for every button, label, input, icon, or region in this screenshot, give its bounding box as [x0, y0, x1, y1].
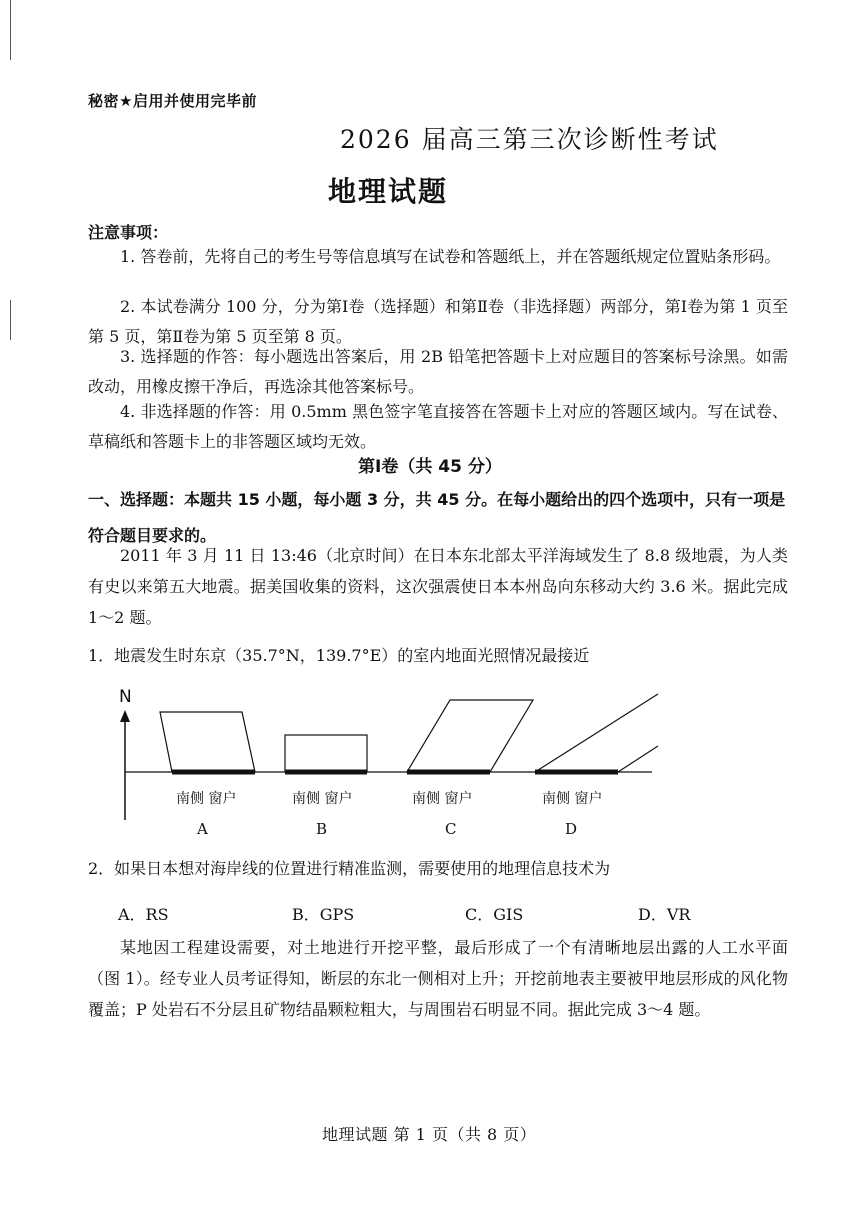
light-ray-d-left	[535, 694, 658, 772]
panel-c-caption: 南侧 窗户	[412, 791, 473, 807]
panel-a-caption: 南侧 窗户	[176, 791, 237, 807]
panel-d-caption: 南侧 窗户	[542, 791, 603, 807]
panel-b-caption: 南侧 窗户	[292, 791, 353, 807]
panel-a-letter: A	[197, 820, 208, 838]
section-heading: 一、选择题：本题共 15 小题，每小题 3 分，共 45 分。在每小题给出的四个选项中，只有一项是符合题目要求的。	[88, 490, 786, 545]
volume-heading: 第Ⅰ卷（共 45 分）	[358, 457, 502, 477]
question-2-option-d: D．VR	[638, 905, 691, 924]
question-1-diagram	[100, 680, 660, 840]
notice-item-3: 3. 选择题的作答：每小题选出答案后，用 2B 铅笔把答题卡上对应题目的答案标号涂黑。如需改动，用橡皮擦干净后，再选涂其他答案标号。	[88, 347, 788, 396]
light-ray-d-right	[618, 746, 658, 772]
material-2: 某地因工程建设需要，对土地进行开挖平整，最后形成了一个有清晰地层出露的人工水平面（图 1）。经专业人员考证得知，断层的东北一侧相对上升；开挖前地表主要被甲地层形成的风化物覆盖；P 处岩石不分层且矿物结晶颗粒粗大，与周围岩石明显不同。据此完成 3～4 题。	[88, 938, 788, 1019]
panel-b-letter: B	[316, 820, 328, 838]
question-1-stem: 1．地震发生时东京（35.7°N，139.7°E）的室内地面光照情况最接近	[88, 646, 590, 665]
light-patch-c	[407, 700, 533, 772]
panel-c-letter: C	[445, 820, 457, 838]
question-2-stem: 2．如果日本想对海岸线的位置进行精准监测，需要使用的地理信息技术为	[88, 859, 611, 878]
notice-item-1: 1. 答卷前，先将自己的考生号等信息填写在试卷和答题纸上，并在答题纸规定位置贴条形码。	[120, 247, 781, 266]
question-2-option-b: B．GPS	[292, 905, 355, 924]
light-patch-a	[160, 712, 255, 772]
north-label: N	[119, 687, 132, 707]
light-patch-b	[285, 735, 367, 772]
question-2-option-c: C．GIS	[465, 905, 524, 924]
question-2-option-a: A．RS	[118, 905, 169, 924]
subject-title: 地理试题	[328, 175, 449, 208]
panel-d-letter: D	[565, 820, 578, 838]
notice-item-4: 4. 非选择题的作答：用 0.5mm 黑色签字笔直接答在答题卡上对应的答题区域内。写在试卷、草稿纸和答题卡上的非答题区域均无效。	[88, 402, 788, 451]
secret-mark: 秘密★启用并使用完毕前	[88, 92, 257, 110]
binding-margin-line	[10, 300, 11, 340]
north-arrow-head	[120, 710, 130, 722]
notice-item-2: 2. 本试卷满分 100 分，分为第Ⅰ卷（选择题）和第Ⅱ卷（非选择题）两部分，第Ⅰ卷为第 1 页至第 5 页，第Ⅱ卷为第 5 页至第 8 页。	[88, 297, 788, 346]
page-footer: 地理试题 第 1 页（共 8 页）	[322, 1125, 537, 1144]
material-1: 2011 年 3 月 11 日 13:46（北京时间）在日本东北部太平洋海域发生了 8.8 级地震，为人类有史以来第五大地震。据美国收集的资料，这次强震使日本本州岛向东移动大约 3.6 米。据此完成 1～2 题。	[88, 546, 788, 627]
notice-heading: 注意事项：	[88, 223, 169, 242]
exam-title: 2026 届高三第三次诊断性考试	[340, 125, 719, 154]
binding-margin-line	[10, 0, 11, 60]
